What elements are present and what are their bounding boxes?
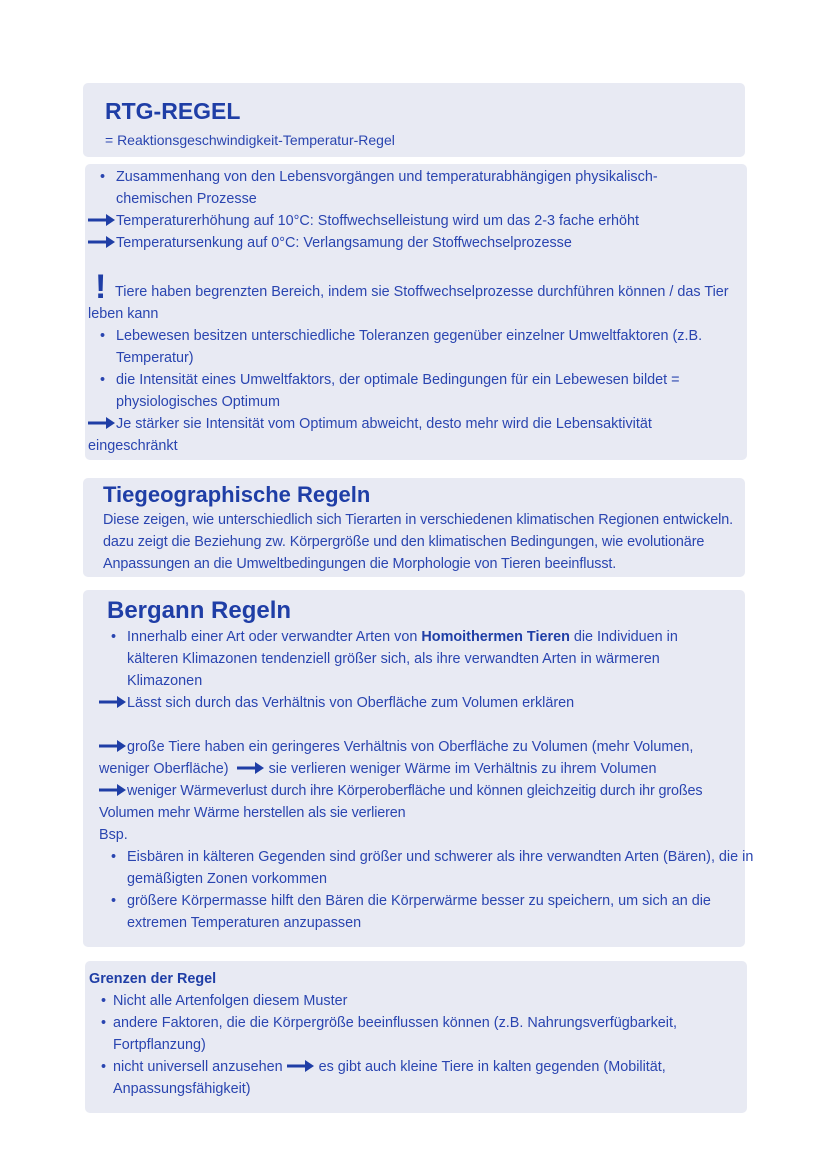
arrow-text: Temperatursenkung auf 0°C: Verlangsamung der Stoffwechselprozesse <box>116 235 572 251</box>
arrow-icon <box>237 761 265 775</box>
arrow-icon <box>99 739 127 753</box>
arrow-line <box>99 736 739 780</box>
arrow-icon <box>88 213 116 227</box>
rtg-title: RTG-REGEL <box>105 98 241 124</box>
list-item: • Eisbären in kälteren Gegenden sind größer und schwerer als ihre verwandten Arten (Bären), die in gemäßigten Zonen vorkommen <box>99 846 757 890</box>
arrow-line <box>99 780 749 824</box>
list-item: • nicht universell anzusehen es gibt auch kleine Tiere in kalten gegenden (Mobilität, Anpassungsfähigkeit) <box>89 1056 713 1100</box>
list-item: • andere Faktoren, die die Körpergröße beeinflussen können (z.B. Nahrungsverfügbarkeit, Fortpflanzung) <box>89 1012 713 1056</box>
tiergeo-box <box>83 478 745 577</box>
arrow-text: Je stärker sie Intensität vom Optimum abweicht, desto mehr wird die Lebensaktivität eingeschränkt <box>88 416 652 454</box>
list-item: • Lebewesen besitzen unterschiedliche Toleranzen gegenüber einzelner Umweltfaktoren (z.B. Temperatur) <box>88 325 736 369</box>
arrow-icon <box>287 1059 315 1073</box>
arrow-text: Lässt sich durch das Verhältnis von Oberfläche zum Volumen erklären <box>127 695 575 711</box>
list-item: • größere Körpermasse hilft den Bären die Körperwärme besser zu speichern, um sich an die extremen Temperaturen anzupassen <box>99 890 757 934</box>
arrow-icon <box>99 695 127 709</box>
arrow-line <box>99 692 745 714</box>
tiergeo-title: Tiegeographische Regeln <box>103 482 371 507</box>
bold-term: Homoithermen Tieren <box>421 629 570 645</box>
list-item: • Nicht alle Artenfolgen diesem Muster <box>89 990 747 1012</box>
grenzen-title: Grenzen der Regel <box>89 971 217 987</box>
grenzen-box <box>85 961 747 1113</box>
tiergeo-text: Diese zeigen, wie unterschiedlich sich Tierarten in verschiedenen klimatischen Regionen entwickeln. dazu zeigt die Beziehung zw. Körpergröße und den klimatischen Bedingungen, wie evolutionäre Anpassungen an die Umweltbedingungen die Morphologie von Tieren beeinflusst. <box>103 512 734 572</box>
rtg-subtitle: = Reaktionsgeschwindigkeit-Temperatur-Regel <box>105 132 395 148</box>
arrow-text: Temperaturerhöhung auf 10°C: Stoffwechselleistung wird um das 2-3 fache erhöht <box>116 213 640 229</box>
list-item: • Innerhalb einer Art oder verwandter Arten von Homoithermen Tieren die Individuen in kälteren Klimazonen tendenziell größer sich, als ihre verwandten Arten in wärmeren Klimazonen <box>99 626 717 692</box>
arrow-icon <box>99 783 127 797</box>
rtg-content-box <box>85 164 747 460</box>
list-item: • die Intensität eines Umweltfaktors, der optimale Bedingungen für ein Lebewesen bildet = physiologisches Optimum <box>88 369 721 413</box>
arrow-icon <box>88 235 116 249</box>
exclamation-icon: ! <box>95 268 107 306</box>
bergmann-title: Bergann Regeln <box>107 597 292 624</box>
rtg-header-box <box>83 83 745 157</box>
arrow-text: große Tiere haben ein geringeres Verhältnis von Oberfläche zu Volumen (mehr Volumen, weniger Oberfläche) <box>99 739 694 777</box>
list-item: • Zusammenhang von den Lebensvorgängen und temperaturabhängigen physikalisch-chemischen Prozesse <box>88 166 691 210</box>
arrow-text: sie verlieren weniger Wärme im Verhältnis zu ihrem Volumen <box>268 761 657 777</box>
arrow-line <box>88 413 698 457</box>
important-note: ! Tiere haben begrenzten Bereich, indem sie Stoffwechselprozesse durchführen können / das Tier leben kann <box>88 268 729 322</box>
arrow-line <box>88 232 737 254</box>
arrow-icon <box>88 416 116 430</box>
arrow-text: weniger Wärmeverlust durch ihre Körperoberfläche und können gleichzeitig durch ihr großes Volumen mehr Wärme herstellen als sie verlieren <box>99 783 703 821</box>
bergmann-box <box>83 590 754 947</box>
arrow-line <box>88 210 737 232</box>
example-label: Bsp. <box>99 827 128 843</box>
